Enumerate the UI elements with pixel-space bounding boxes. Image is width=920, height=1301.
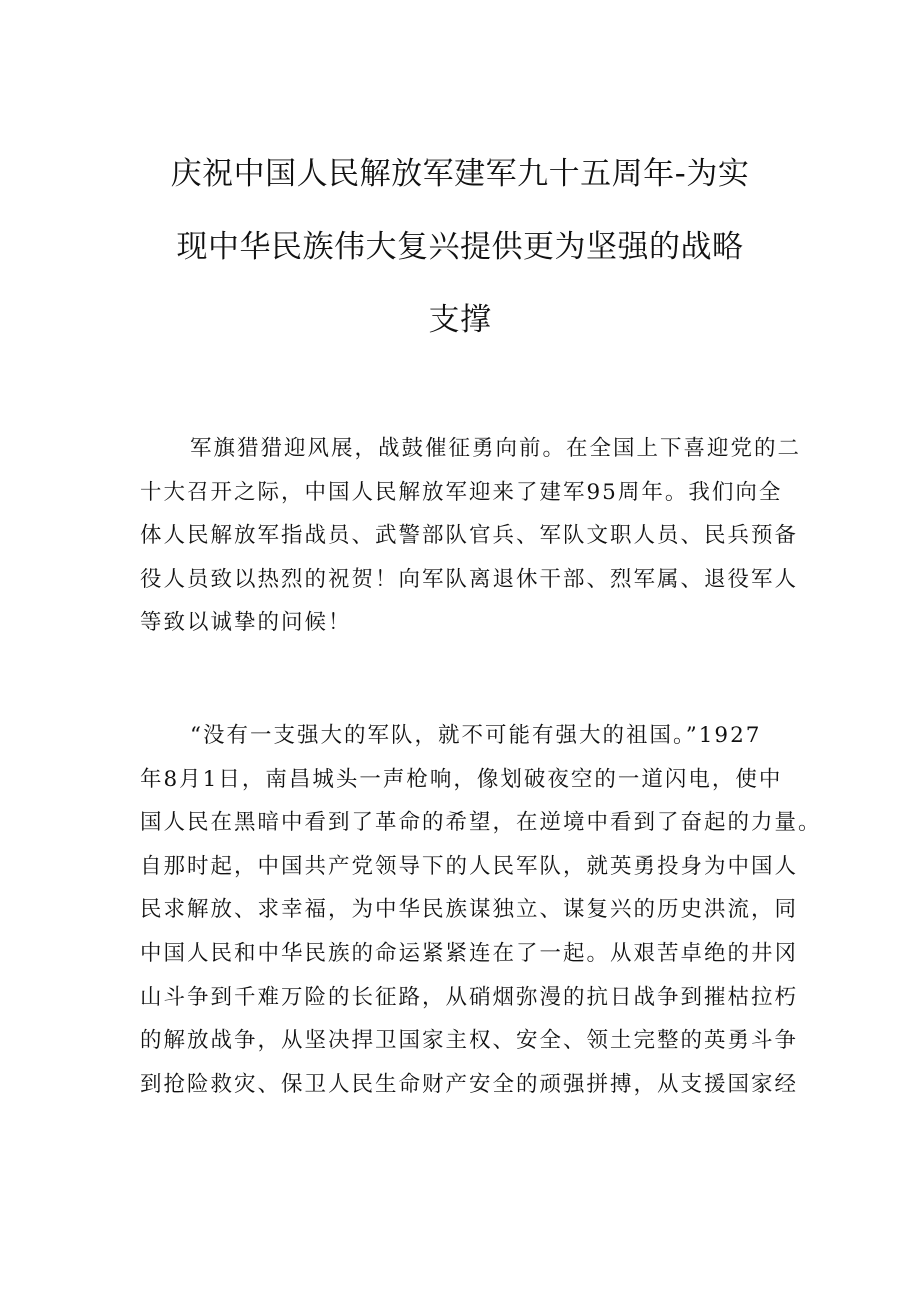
paragraph-line: 体人民解放军指战员、武警部队官兵、军队文职人员、民兵预备: [140, 523, 799, 549]
title-line: 庆祝中国人民解放军建军九十五周年-为实: [170, 156, 750, 192]
paragraph-1: [140, 427, 802, 645]
paragraph-line: 民求解放、求幸福，为中华民族谋独立、谋复兴的历史洪流，同: [140, 897, 799, 923]
title-line: 支撑: [428, 302, 492, 338]
paragraph-line: 到抢险救灾、保卫人民生命财产安全的顽强拼搏，从支援国家经: [140, 1071, 799, 1097]
paragraph-line: 中国人民和中华民族的命运紧紧连在了一起。从艰苦卓绝的井冈: [140, 940, 799, 966]
paragraph-line: 役人员致以热烈的祝贺！向军队离退休干部、烈军属、退役军人: [140, 566, 799, 592]
title-line: 现中华民族伟大复兴提供更为坚强的战略: [176, 229, 744, 265]
paragraph-line: 年8月1日，南昌城头一声枪响，像划破夜空的一道闪电，使中: [140, 766, 783, 792]
paragraph-line: 等致以诚挚的问候！: [140, 610, 352, 636]
paragraph-2: [140, 714, 822, 1106]
paragraph-line: “没有一支强大的军队，就不可能有强大的祖国。”1927: [190, 723, 762, 748]
paragraph-line: 山斗争到千难万险的长征路，从硝烟弥漫的抗日战争到摧枯拉朽: [140, 984, 799, 1010]
paragraph-line: 军旗猎猎迎风展，战鼓催征勇向前。在全国上下喜迎党的二: [190, 436, 802, 461]
document-title: [140, 138, 780, 357]
paragraph-line: 的解放战争，从坚决捍卫国家主权、安全、领土完整的英勇斗争: [140, 1028, 799, 1054]
paragraph-line: 国人民在黑暗中看到了革命的希望，在逆境中看到了奋起的力量。: [140, 810, 822, 836]
paragraph-line: 自那时起，中国共产党领导下的人民军队，就英勇投身为中国人: [140, 853, 799, 879]
paragraph-line: 十大召开之际，中国人民解放军迎来了建军95周年。我们向全: [140, 479, 783, 505]
